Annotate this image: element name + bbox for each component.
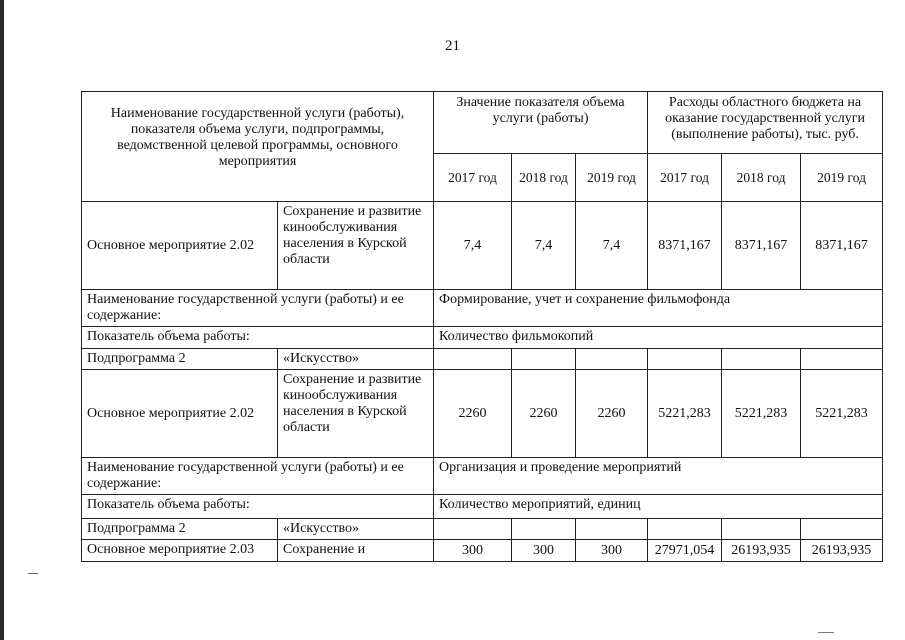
value-cell: 300: [512, 540, 576, 562]
value-cell: 300: [434, 540, 512, 562]
row-desc: Сохранение и развитие кинообслуживания населения в Курской области: [278, 202, 434, 290]
value-cell: 5221,283: [648, 370, 722, 458]
table-row: [82, 202, 883, 290]
page-number: 21: [445, 38, 460, 54]
row-label: Подпрограмма 2: [82, 349, 278, 370]
row-label: Наименование государственной услуги (работы) и ее содержание:: [82, 290, 434, 327]
row-desc: «Искусство»: [278, 519, 434, 540]
row-value: Количество фильмокопий: [434, 327, 883, 349]
value-cell: 8371,167: [722, 202, 801, 290]
row-label: Показатель объема работы:: [82, 495, 434, 519]
row-label: Основное мероприятие 2.03: [82, 540, 278, 562]
row-desc: «Искусство»: [278, 349, 434, 370]
row-value: Формирование, учет и сохранение фильмофонда: [434, 290, 883, 327]
row-label: Основное мероприятие 2.02: [82, 202, 278, 290]
scan-mark: [818, 632, 834, 633]
row-value: Количество мероприятий, единиц: [434, 495, 883, 519]
header-name-cell: Наименование государственной услуги (работы), показателя объема услуги, подпрограммы, ведомственной целевой программы, основного мероприятия: [82, 92, 434, 202]
year-cell: 2019 год: [576, 154, 648, 202]
value-cell: 8371,167: [648, 202, 722, 290]
table-row: [82, 540, 883, 562]
table-row: [82, 495, 883, 519]
row-label: Показатель объема работы:: [82, 327, 434, 349]
header-row: [82, 92, 883, 154]
value-cell: 27971,054: [648, 540, 722, 562]
value-cell: 2260: [512, 370, 576, 458]
scan-edge: [0, 0, 4, 640]
value-cell: 5221,283: [722, 370, 801, 458]
table-row: [82, 327, 883, 349]
year-cell: 2018 год: [722, 154, 801, 202]
value-cell: 5221,283: [801, 370, 883, 458]
row-label: Основное мероприятие 2.02: [82, 370, 278, 458]
value-cell: 2260: [576, 370, 648, 458]
value-cell: 300: [576, 540, 648, 562]
value-cell: 7,4: [576, 202, 648, 290]
row-label: Подпрограмма 2: [82, 519, 278, 540]
value-cell: 7,4: [512, 202, 576, 290]
table-row: [82, 370, 883, 458]
value-cell: 26193,935: [801, 540, 883, 562]
value-cell: 8371,167: [801, 202, 883, 290]
scan-mark: [28, 573, 38, 574]
table-row: [82, 290, 883, 327]
row-desc: Сохранение и: [278, 540, 434, 562]
table-row: [82, 458, 883, 495]
header-expense-cell: Расходы областного бюджета на оказание государственной услуги (выполнение работы), тыс. руб.: [648, 92, 883, 154]
row-value: Организация и проведение мероприятий: [434, 458, 883, 495]
year-cell: 2017 год: [648, 154, 722, 202]
year-cell: 2018 год: [512, 154, 576, 202]
value-cell: 7,4: [434, 202, 512, 290]
budget-table: [81, 91, 883, 562]
table-row: [82, 349, 883, 370]
row-label: Наименование государственной услуги (работы) и ее содержание:: [82, 458, 434, 495]
year-cell: 2017 год: [434, 154, 512, 202]
value-cell: 26193,935: [722, 540, 801, 562]
value-cell: 2260: [434, 370, 512, 458]
header-value-cell: Значение показателя объема услуги (работы): [434, 92, 648, 154]
table-row: [82, 519, 883, 540]
row-desc: Сохранение и развитие кинообслуживания населения в Курской области: [278, 370, 434, 458]
year-cell: 2019 год: [801, 154, 883, 202]
